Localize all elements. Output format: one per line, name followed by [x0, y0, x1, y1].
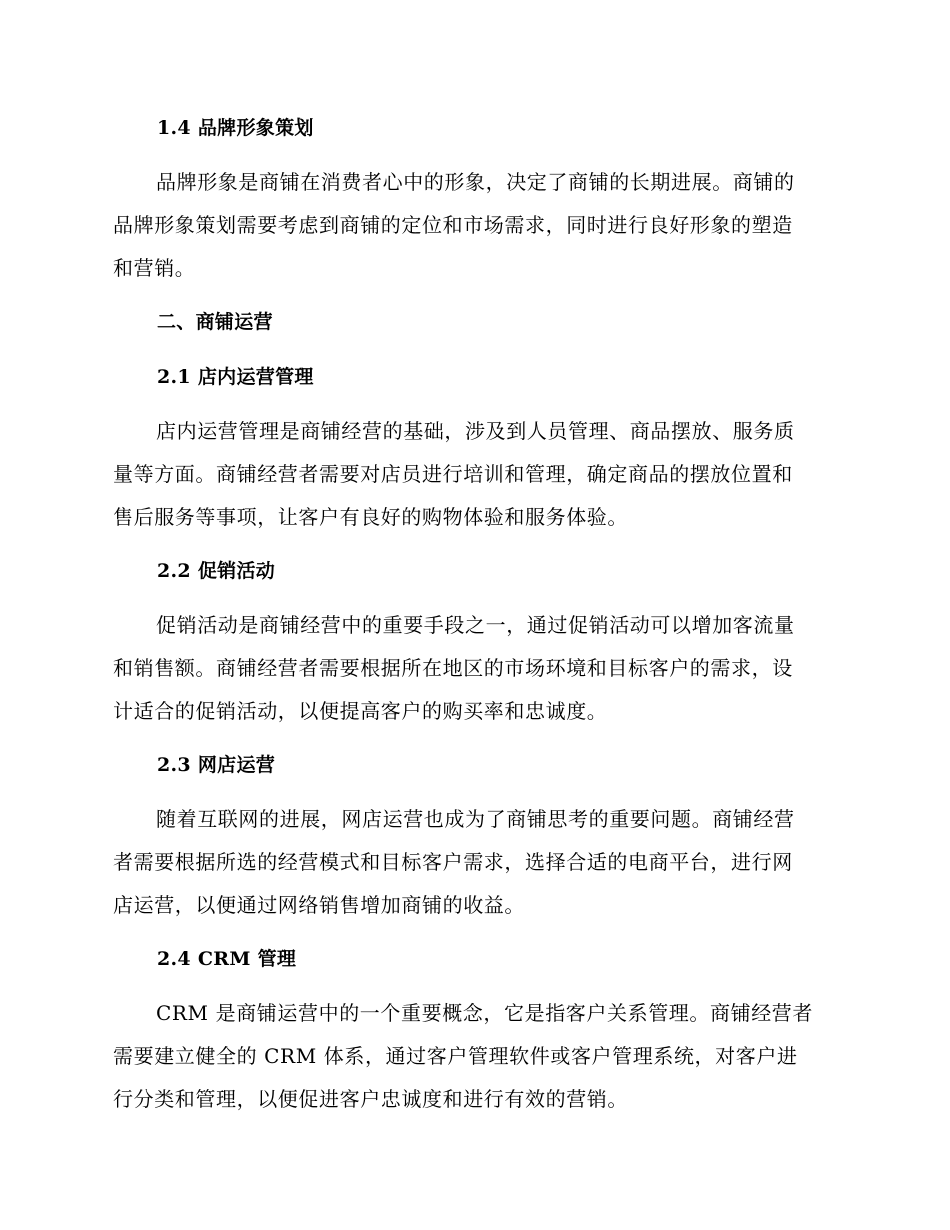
paragraph-line: 者需要根据所选的经营模式和目标客户需求，选择合适的电商平台，进行网 — [113, 850, 793, 874]
paragraph — [113, 798, 833, 927]
paragraph-line: 行分类和管理，以便促进客户忠诚度和进行有效的营销。 — [113, 1087, 628, 1111]
paragraph — [113, 161, 833, 290]
paragraph — [113, 410, 833, 539]
paragraph-line: 售后服务等事项，让客户有良好的购物体验和服务体验。 — [113, 505, 628, 529]
paragraph-line: 量等方面。商铺经营者需要对店员进行培训和管理，确定商品的摆放位置和 — [113, 462, 793, 486]
paragraph-line: CRM 是商铺运营中的一个重要概念，它是指客户关系管理。商铺经营者 — [156, 1001, 813, 1025]
section-heading: 1.4 品牌形象策划 — [157, 117, 314, 139]
paragraph — [113, 992, 833, 1121]
paragraph-line: 品牌形象策划需要考虑到商铺的定位和市场需求，同时进行良好形象的塑造 — [113, 213, 793, 237]
paragraph-line: 和营销。 — [113, 256, 196, 280]
section-heading: 2.3 网店运营 — [157, 754, 276, 776]
paragraph-line: 需要建立健全的 CRM 体系，通过客户管理软件或客户管理系统，对客户进 — [113, 1044, 798, 1068]
paragraph-line: 品牌形象是商铺在消费者心中的形象，决定了商铺的长期进展。商铺的 — [156, 170, 795, 194]
paragraph-line: 和销售额。商铺经营者需要根据所在地区的市场环境和目标客户的需求，设 — [113, 656, 793, 680]
chapter-heading: 二、商铺运营 — [157, 311, 273, 333]
paragraph-line: 随着互联网的进展，网店运营也成为了商铺思考的重要问题。商铺经营 — [156, 807, 795, 831]
paragraph-line: 计适合的促销活动，以便提高客户的购买率和忠诚度。 — [113, 699, 608, 723]
paragraph-line: 促销活动是商铺经营中的重要手段之一，通过促销活动可以增加客流量 — [156, 613, 795, 637]
paragraph-line: 店内运营管理是商铺经营的基础，涉及到人员管理、商品摆放、服务质 — [156, 419, 795, 443]
section-heading: 2.2 促销活动 — [157, 560, 276, 582]
paragraph-line: 店运营，以便通过网络销售增加商铺的收益。 — [113, 893, 525, 917]
section-heading: 2.1 店内运营管理 — [157, 366, 314, 388]
paragraph — [113, 604, 833, 733]
section-heading: 2.4 CRM 管理 — [157, 948, 297, 970]
